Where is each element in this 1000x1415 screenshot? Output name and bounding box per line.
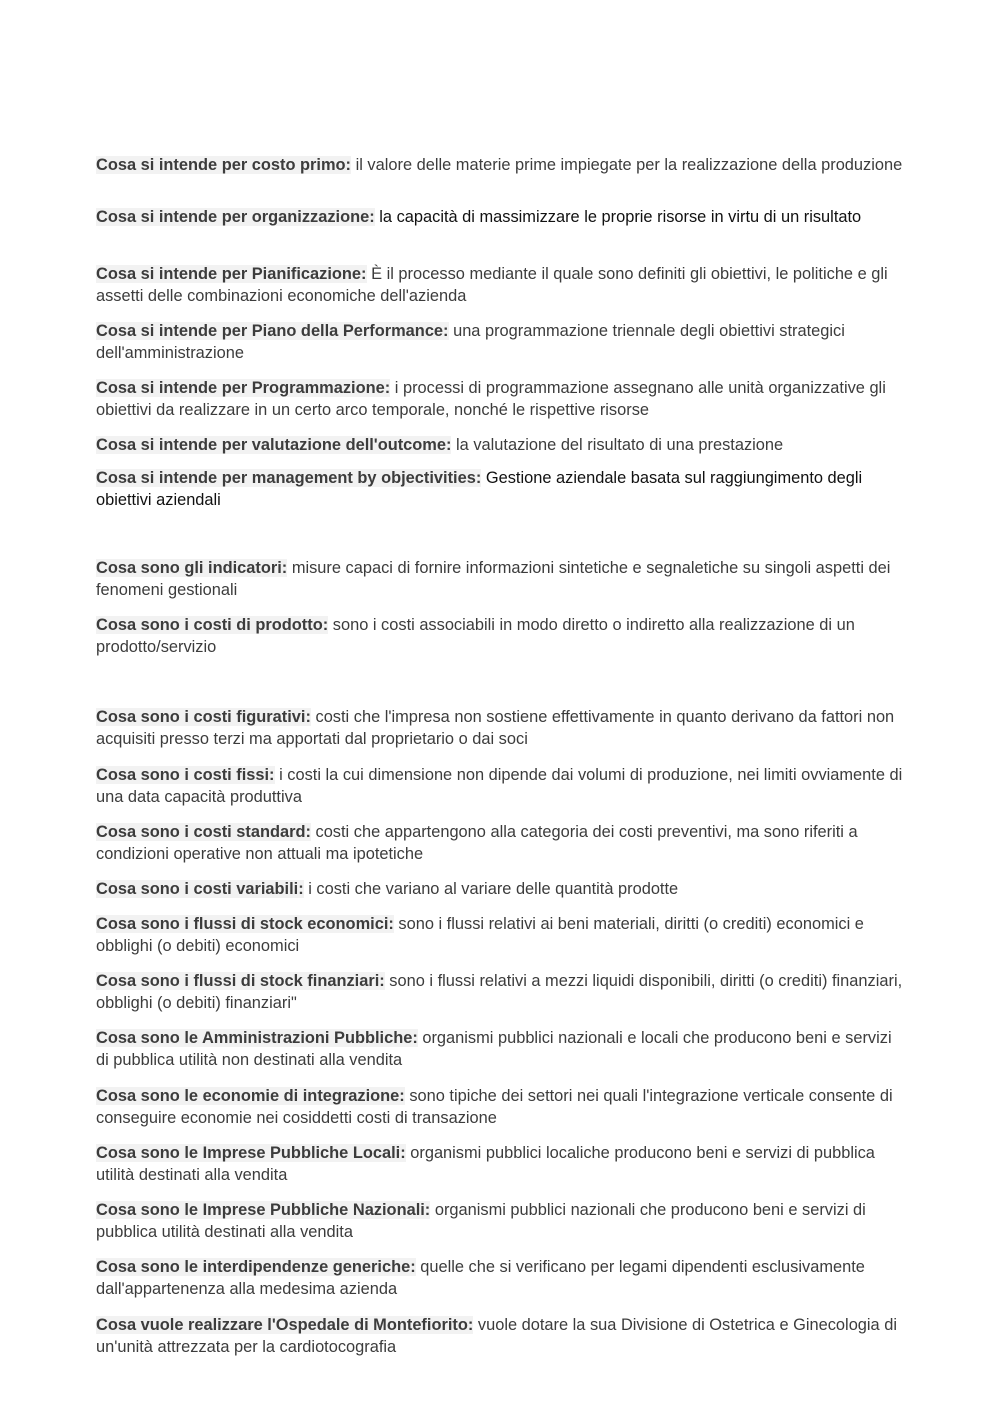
definition-text: il valore delle materie prime impiegate per la realizzazione della produzione — [355, 156, 903, 174]
definition-entry — [96, 206, 908, 228]
definition-entry — [96, 970, 908, 1014]
definition-term: Cosa sono i costi fissi: — [96, 766, 275, 784]
definition-entry — [96, 377, 908, 421]
definition-term: Cosa si intende per organizzazione: — [96, 208, 375, 226]
definition-term: Cosa sono i costi standard: — [96, 823, 311, 841]
definition-text: sono i flussi relativi a mezzi liquidi disponibili, diritti (o crediti) finanziari, obblighi (o debiti) finanziari" — [96, 972, 903, 1012]
definition-text: costi che appartengono alla categoria dei costi preventivi, ma sono riferiti a condizioni operative non attuali ma ipotetiche — [96, 823, 858, 863]
definition-entry — [96, 1314, 908, 1358]
definition-text: i costi che variano al variare delle quantità prodotte — [308, 880, 679, 898]
definition-text: vuole dotare la sua Divisione di Ostetrica e Ginecologia di un'unità attrezzata per la cardiotocografia — [96, 1316, 897, 1356]
definition-entry — [96, 821, 908, 865]
definition-text: i processi di programmazione assegnano alle unità organizzative gli obiettivi da realizzare in un certo arco temporale, nonché le rispettive risorse — [96, 379, 886, 419]
definition-entry — [96, 764, 908, 808]
definition-term: Cosa si intende per Piano della Performance: — [96, 322, 449, 340]
definition-term: Cosa sono i costi di prodotto: — [96, 616, 329, 634]
definition-entry — [96, 913, 908, 957]
definition-entry — [96, 1142, 908, 1186]
definition-text: organismi pubblici nazionali che producono beni e servizi di pubblica utilità destinati alla vendita — [96, 1201, 866, 1241]
definition-term: Cosa sono i flussi di stock finanziari: — [96, 972, 385, 990]
definition-term: Cosa si intende per costo primo: — [96, 156, 352, 174]
definition-term: Cosa si intende per valutazione dell'outcome: — [96, 436, 452, 454]
definition-entry — [96, 320, 908, 364]
definition-entry — [96, 557, 908, 601]
definition-text: sono i flussi relativi ai beni materiali, diritti (o crediti) economici e obblighi (o debiti) economici — [96, 915, 864, 955]
definition-entry — [96, 614, 908, 658]
definition-text: costi che l'impresa non sostiene effettivamente in quanto derivano da fattori non acquisiti presso terzi ma apportati dal proprietario o dai soci — [96, 708, 895, 748]
definition-term: Cosa si intende per Programmazione: — [96, 379, 391, 397]
definition-entry — [96, 706, 908, 750]
definition-text: organismi pubblici nazionali e locali che producono beni e servizi di pubblica utilità non destinati alla vendita — [96, 1029, 892, 1069]
definition-term: Cosa si intende per Pianificazione: — [96, 265, 367, 283]
definition-text: Gestione aziendale basata sul raggiungimento degli obiettivi aziendali — [96, 469, 863, 509]
definition-term: Cosa sono le Imprese Pubbliche Nazionali: — [96, 1201, 431, 1219]
definition-term: Cosa si intende per management by objectivities: — [96, 469, 482, 487]
definition-entry — [96, 434, 908, 456]
definition-text: quelle che si verificano per legami dipendenti esclusivamente dall'appartenenza alla medesima azienda — [96, 1258, 865, 1298]
definition-term: Cosa sono le Imprese Pubbliche Locali: — [96, 1144, 406, 1162]
definition-text: È il processo mediante il quale sono definiti gli obiettivi, le politiche e gli assetti delle combinazioni economiche dell'azienda — [96, 265, 888, 305]
definition-entry — [96, 154, 908, 176]
definition-entry — [96, 1256, 908, 1300]
definition-text: una programmazione triennale degli obiettivi strategici dell'amministrazione — [96, 322, 845, 362]
definition-entry — [96, 1199, 908, 1243]
definition-term: Cosa sono i flussi di stock economici: — [96, 915, 394, 933]
definition-entry — [96, 467, 908, 511]
definition-text: misure capaci di fornire informazioni sintetiche e segnaletiche su singoli aspetti dei fenomeni gestionali — [96, 559, 891, 599]
definition-entry — [96, 878, 908, 900]
definition-text: sono i costi associabili in modo diretto o indiretto alla realizzazione di un prodotto/servizio — [96, 616, 855, 656]
definition-text: sono tipiche dei settori nei quali l'integrazione verticale consente di conseguire economie nei cosiddetti costi di transazione — [96, 1087, 893, 1127]
definition-text: la capacità di massimizzare le proprie risorse in virtu di un risultato — [379, 208, 862, 226]
definition-term: Cosa vuole realizzare l'Ospedale di Montefiorito: — [96, 1316, 474, 1334]
definition-entry — [96, 263, 908, 307]
definition-entry — [96, 1027, 908, 1071]
definition-text: la valutazione del risultato di una prestazione — [456, 436, 784, 454]
definition-text: i costi la cui dimensione non dipende dai volumi di produzione, nei limiti ovviamente di una data capacità produttiva — [96, 766, 903, 806]
definition-text: organismi pubblici localiche producono beni e servizi di pubblica utilità destinati alla vendita — [96, 1144, 875, 1184]
definition-term: Cosa sono le Amministrazioni Pubbliche: — [96, 1029, 418, 1047]
definition-term: Cosa sono i costi variabili: — [96, 880, 304, 898]
definition-term: Cosa sono le interdipendenze generiche: — [96, 1258, 416, 1276]
definition-entry — [96, 1085, 908, 1129]
definition-term: Cosa sono i costi figurativi: — [96, 708, 311, 726]
definition-term: Cosa sono le economie di integrazione: — [96, 1087, 405, 1105]
definition-term: Cosa sono gli indicatori: — [96, 559, 288, 577]
